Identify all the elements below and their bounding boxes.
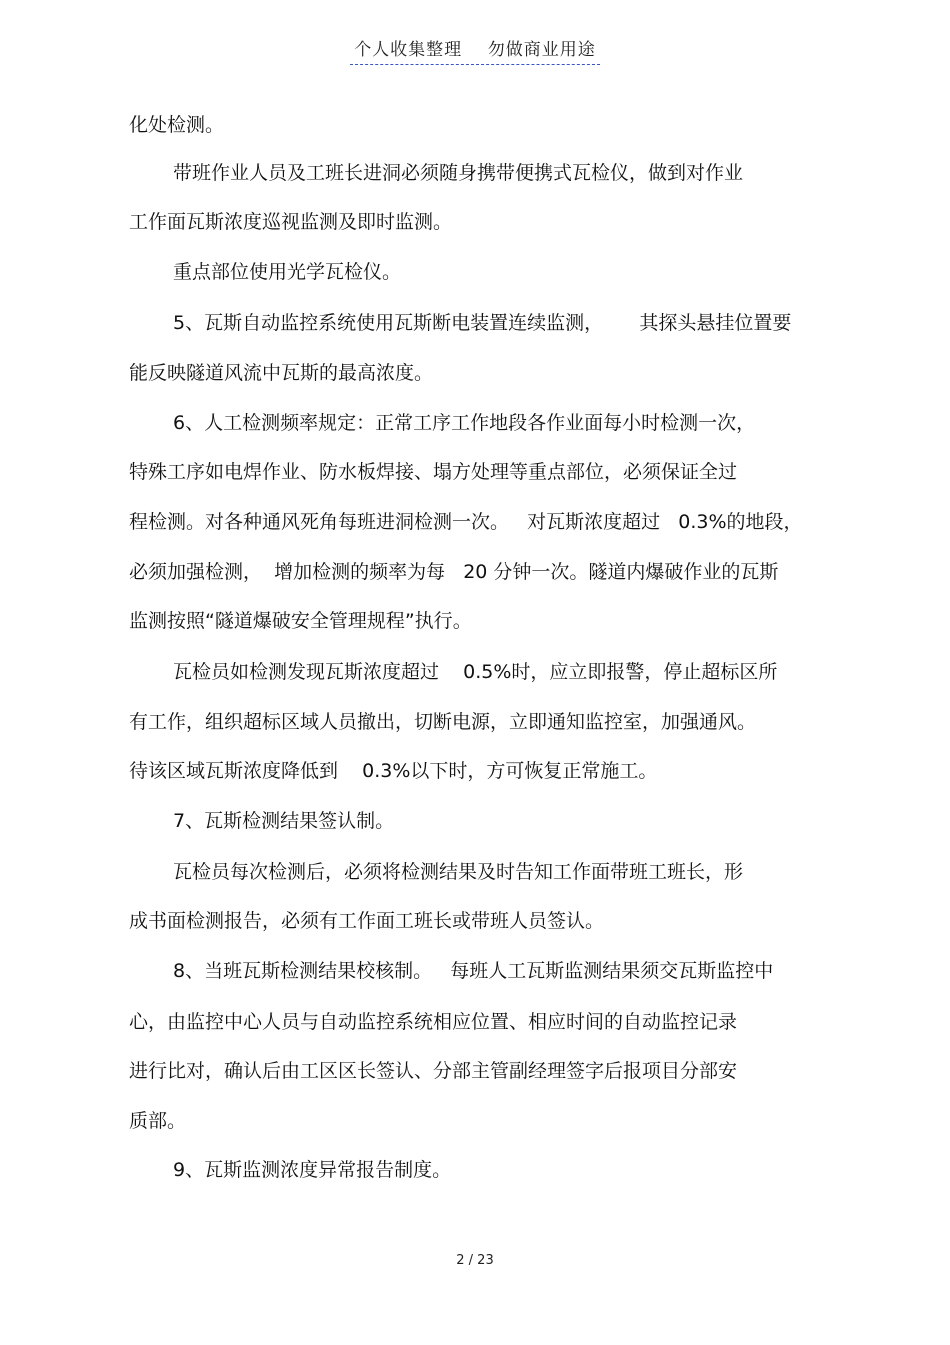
- body-line: 7、瓦斯检测结果签认制。: [173, 810, 395, 832]
- body-line: 监测按照“隧道爆破安全管理规程”执行。: [129, 610, 472, 632]
- body-line: 9、瓦斯监测浓度异常报告制度。: [173, 1159, 452, 1181]
- body-line: 有工作，组织超标区域人员撤出，切断电源，立即通知监控室，加强通风。: [129, 711, 757, 733]
- body-line: 程检测。对各种通风死角每班进洞检测一次。 对瓦斯浓度超过 0.3%的地段，: [129, 511, 803, 533]
- body-line: 能反映隧道风流中瓦斯的最高浓度。: [129, 362, 434, 384]
- body-line: 瓦检员如检测发现瓦斯浓度超过 0.5%时，应立即报警，停止超标区所: [173, 661, 778, 683]
- page-header: [0, 38, 950, 65]
- body-line: 8、当班瓦斯检测结果校核制。 每班人工瓦斯监测结果须交瓦斯监控中: [173, 960, 774, 982]
- body-line: 6、人工检测频率规定：正常工序工作地段各作业面每小时检测一次，: [173, 412, 756, 434]
- body-line: 工作面瓦斯浓度巡视监测及即时监测。: [129, 211, 453, 233]
- page-number: 2 / 23: [456, 1253, 494, 1268]
- body-line: 进行比对，确认后由工区区长签认、分部主管副经理签字后报项目分部安: [129, 1060, 738, 1082]
- body-line: 质部。: [129, 1110, 187, 1132]
- body-line: 5、瓦斯自动监控系统使用瓦斯断电装置连续监测， 其探头悬挂位置要: [173, 312, 792, 334]
- body-line: 心，由监控中心人员与自动监控系统相应位置、相应时间的自动监控记录: [129, 1011, 738, 1033]
- body-line: 带班作业人员及工班长进洞必须随身携带便携式瓦检仪，做到对作业: [173, 162, 744, 184]
- body-line: 瓦检员每次检测后，必须将检测结果及时告知工作面带班工班长，形: [173, 861, 744, 883]
- body-line: 重点部位使用光学瓦检仪。: [173, 261, 402, 283]
- body-line: 必须加强检测， 增加检测的频率为每 20 分钟一次。隧道内爆破作业的瓦斯: [129, 561, 779, 583]
- body-line: 化处检测。: [129, 114, 225, 136]
- header-text: 个人收集整理 勿做商业用途: [350, 38, 600, 65]
- body-line: 特殊工序如电焊作业、防水板焊接、塌方处理等重点部位，必须保证全过: [129, 461, 738, 483]
- body-line: 成书面检测报告，必须有工作面工班长或带班人员签认。: [129, 910, 605, 932]
- body-line: 待该区域瓦斯浓度降低到 0.3%以下时，方可恢复正常施工。: [129, 760, 658, 782]
